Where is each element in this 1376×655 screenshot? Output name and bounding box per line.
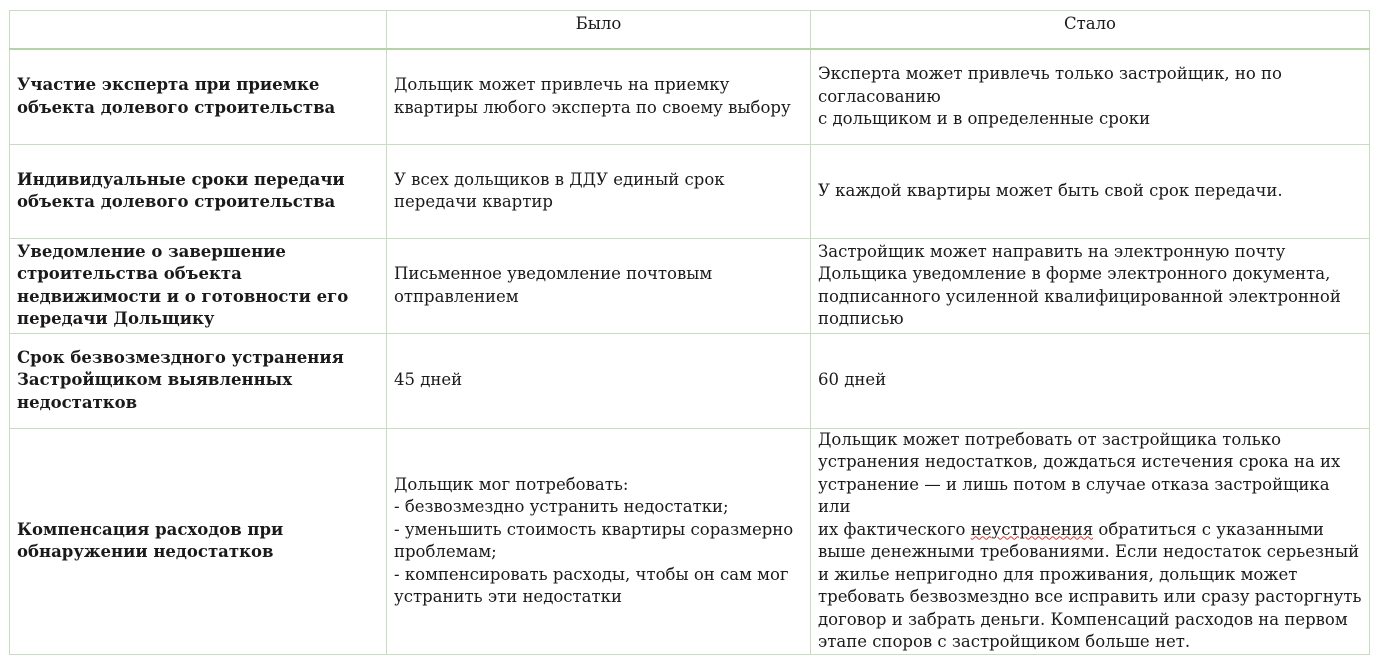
row-label-cell xyxy=(10,333,387,428)
row-label-cell xyxy=(10,428,387,654)
after-cell xyxy=(811,49,1370,144)
before-line: квартиры любого эксперта по своему выбору xyxy=(394,97,791,117)
after-cell xyxy=(811,428,1370,654)
after-line: устранение — и лишь потом в случае отказа застройщика или xyxy=(818,474,1330,516)
after-line: Застройщик может направить на электронную почту xyxy=(818,241,1286,261)
row-label-line: Компенсация расходов при xyxy=(17,519,284,539)
before-line: - безвозмездно устранить недостатки; xyxy=(394,497,729,516)
row-label-line: Срок безвозмездного устранения xyxy=(17,347,344,367)
before-line: Письменное уведомление почтовым xyxy=(394,264,713,283)
row-label-line: строительства объекта xyxy=(17,264,242,283)
header-before-cell: Было xyxy=(387,11,811,50)
comparison-table xyxy=(9,10,1370,655)
before-line: отправлением xyxy=(394,286,519,306)
before-cell xyxy=(387,144,811,238)
row-label-line: Уведомление о завершение xyxy=(17,241,286,261)
before-line: Дольщик может привлечь на приемку xyxy=(394,75,730,95)
after-line: подписью xyxy=(818,309,904,328)
before-line: Дольщик мог потребовать: xyxy=(394,474,629,494)
before-line: 45 дней xyxy=(394,370,463,390)
after-line: подписанного усиленной квалифицированной электронной xyxy=(818,286,1341,306)
row-label-line: объекта долевого строительства xyxy=(17,192,336,211)
table-row xyxy=(10,238,1370,333)
row-label-line: объекта долевого строительства xyxy=(17,97,336,117)
after-cell xyxy=(811,238,1370,333)
header-after-cell: Стало xyxy=(811,11,1370,50)
row-label-line: недвижимости и о готовности его xyxy=(17,286,349,306)
after-line: Эксперта может привлечь только застройщик, но по xyxy=(818,64,1282,83)
before-cell xyxy=(387,238,811,333)
after-line: с дольщиком и в определенные сроки xyxy=(818,109,1151,128)
table-row xyxy=(10,144,1370,238)
after-line: согласованию xyxy=(818,86,941,106)
after-line: и жилье непригодно для проживания, дольщик может xyxy=(818,564,1298,584)
after-cell xyxy=(811,333,1370,428)
row-label-line: обнаружении недостатков xyxy=(17,542,274,561)
header-label-cell xyxy=(10,11,387,50)
after-line: договор и забрать деньги. Компенсаций расходов на первом xyxy=(818,609,1348,629)
row-label-cell xyxy=(10,144,387,238)
row-label-cell xyxy=(10,49,387,144)
table-row xyxy=(10,428,1370,654)
before-line: проблемам; xyxy=(394,542,497,561)
row-label-cell xyxy=(10,238,387,333)
after-cell xyxy=(811,144,1370,238)
table-row xyxy=(10,49,1370,144)
after-line: У каждой квартиры может быть свой срок передачи. xyxy=(818,180,1283,200)
after-line: требовать безвозмездно все исправить или сразу расторгнуть xyxy=(818,587,1362,606)
before-cell xyxy=(387,428,811,654)
row-label-line: передачи Дольщику xyxy=(17,309,215,328)
before-cell xyxy=(387,49,811,144)
spellcheck-flagged-word: неустранения xyxy=(970,519,1094,539)
table-header-row xyxy=(10,11,1370,50)
before-line: У всех дольщиков в ДДУ единый срок xyxy=(394,169,725,189)
after-line: 60 дней xyxy=(818,370,887,390)
before-line: передачи квартир xyxy=(394,192,553,211)
row-label-line: Участие эксперта при приемке xyxy=(17,75,320,95)
row-label-line: Индивидуальные сроки передачи xyxy=(17,169,345,189)
after-text-segment: обратиться с указанными xyxy=(1093,519,1324,539)
after-line: этапе споров с застройщиком больше нет. xyxy=(818,632,1191,651)
table-row xyxy=(10,333,1370,428)
after-line: выше денежными требованиями. Если недостаток серьезный xyxy=(818,542,1360,561)
row-label-line: Застройщиком выявленных xyxy=(17,370,293,390)
before-line: - компенсировать расходы, чтобы он сам мог xyxy=(394,564,789,584)
after-line: Дольщика уведомление в форме электронного документа, xyxy=(818,264,1331,283)
after-line xyxy=(818,519,1362,542)
after-text-segment: их фактического xyxy=(818,519,971,539)
after-line: устранения недостатков, дождаться истечения срока на их xyxy=(818,452,1341,471)
before-line: устранить эти недостатки xyxy=(394,587,622,606)
before-cell xyxy=(387,333,811,428)
after-line: Дольщик может потребовать от застройщика только xyxy=(818,429,1282,449)
row-label-line: недостатков xyxy=(17,392,138,412)
before-line: - уменьшить стоимость квартиры соразмерно xyxy=(394,519,794,539)
